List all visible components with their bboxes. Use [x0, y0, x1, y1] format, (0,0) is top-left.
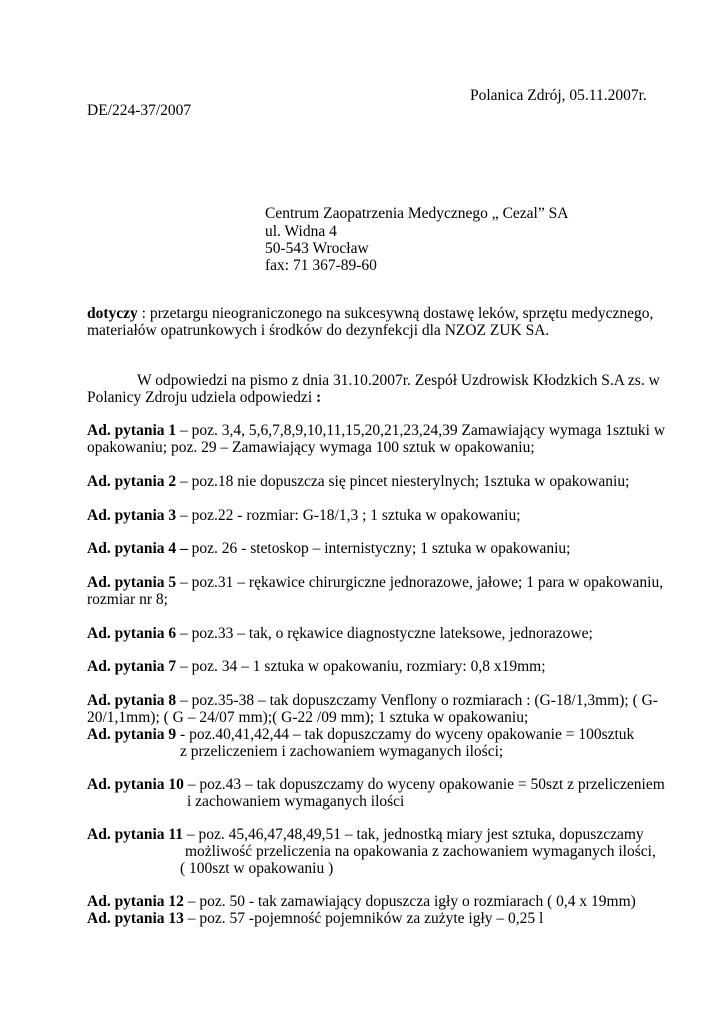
- answer-1-cont: opakowaniu; poz. 29 – Zamawiający wymaga 100 sztuk w opakowaniu;: [87, 439, 535, 456]
- answer-label: Ad. pytania 7: [87, 658, 177, 675]
- answer-3: Ad. pytania 3 – poz.22 - rozmiar: G-18/1,3 ; 1 sztuka w opakowaniu;: [87, 507, 521, 524]
- answer-label: Ad. pytania 8: [87, 692, 177, 709]
- answer-label: Ad. pytania 9: [87, 726, 177, 743]
- answer-label: Ad. pytania 1: [87, 422, 177, 439]
- intro-line-2: Polanicy Zdroju udziela odpowiedzi :: [87, 389, 322, 406]
- answer-9: Ad. pytania 9 - poz.40,41,42,44 – tak dopuszczamy do wyceny opakowanie = 100sztuk: [87, 726, 635, 743]
- recipient-fax: fax: 71 367-89-60: [265, 257, 377, 274]
- answer-label: Ad. pytania 3: [87, 507, 177, 524]
- subject-text: : przetargu nieograniczonego na sukcesywną dostawę leków, sprzętu medycznego,: [137, 305, 654, 322]
- answer-11-cont-1: możliwość przeliczenia na opakowania z zachowaniem wymaganych ilości,: [185, 843, 656, 860]
- subject-line-2: materiałów opatrunkowych i środków do dezynfekcji dla NZOZ ZUK SA.: [87, 322, 550, 339]
- answer-8: Ad. pytania 8 – poz.35-38 – tak dopuszczamy Venflony o rozmiarach : (G-18/1,3mm); ( G-: [87, 692, 658, 709]
- answer-10: Ad. pytania 10 – poz.43 – tak dopuszczamy do wyceny opakowanie = 50szt z przeliczeniem: [87, 776, 665, 793]
- place-date: Polanica Zdrój, 05.11.2007r.: [470, 87, 647, 104]
- answer-9-cont: z przeliczeniem i zachowaniem wymaganych ilości;: [180, 743, 504, 760]
- answer-5-cont: rozmiar nr 8;: [87, 591, 168, 608]
- answer-1: Ad. pytania 1 – poz. 3,4, 5,6,7,8,9,10,11,15,20,21,23,24,39 Zamawiający wymaga 1sztuki w: [87, 422, 666, 439]
- answer-label: Ad. pytania 5: [87, 574, 177, 591]
- intro-line-1: W odpowiedzi na pismo z dnia 31.10.2007r. Zespół Uzdrowisk Kłodzkich S.A zs. w: [137, 372, 660, 389]
- answer-label: Ad. pytania 12: [87, 893, 184, 910]
- subject-label: dotyczy: [87, 305, 138, 322]
- answer-label: Ad. pytania 10: [87, 776, 184, 793]
- answer-11: Ad. pytania 11 – poz. 45,46,47,48,49,51 – tak, jednostką miary jest sztuka, dopuszczamy: [87, 826, 644, 843]
- answer-label: Ad. pytania 4 –: [87, 540, 188, 557]
- recipient-street: ul. Widna 4: [265, 223, 337, 240]
- recipient-name: Centrum Zaopatrzenia Medycznego „ Cezal” SA: [265, 205, 569, 222]
- answer-10-cont: i zachowaniem wymaganych ilości: [187, 793, 405, 810]
- answer-2: Ad. pytania 2 – poz.18 nie dopuszcza się pincet niesterylnych; 1sztuka w opakowaniu;: [87, 473, 630, 490]
- answer-label: Ad. pytania 2: [87, 473, 177, 490]
- subject-line-1: [87, 305, 653, 323]
- answer-label: Ad. pytania 13: [87, 910, 184, 927]
- answer-12: Ad. pytania 12 – poz. 50 - tak zamawiający dopuszcza igły o rozmiarach ( 0,4 x 19mm): [87, 893, 636, 910]
- answer-5: Ad. pytania 5 – poz.31 – rękawice chirurgiczne jednorazowe, jałowe; 1 para w opakowaniu,: [87, 574, 664, 591]
- answer-label: Ad. pytania 11: [87, 826, 184, 843]
- answer-label: Ad. pytania 6: [87, 625, 177, 642]
- answer-7: Ad. pytania 7 – poz. 34 – 1 sztuka w opakowaniu, rozmiary: 0,8 x19mm;: [87, 658, 546, 675]
- reference-number: DE/224-37/2007: [87, 102, 192, 119]
- answer-11-cont-2: ( 100szt w opakowaniu ): [180, 860, 334, 877]
- answer-8-cont: 20/1,1mm); ( G – 24/07 mm);( G-22 /09 mm); 1 sztuka w opakowaniu;: [87, 709, 529, 726]
- answer-13: Ad. pytania 13 – poz. 57 -pojemność pojemników za zużyte igły – 0,25 l: [87, 910, 544, 927]
- recipient-city: 50-543 Wrocław: [265, 240, 369, 257]
- answer-4: Ad. pytania 4 – poz. 26 - stetoskop – internistyczny; 1 sztuka w opakowaniu;: [87, 540, 571, 557]
- answer-6: Ad. pytania 6 – poz.33 – tak, o rękawice diagnostyczne lateksowe, jednorazowe;: [87, 625, 593, 642]
